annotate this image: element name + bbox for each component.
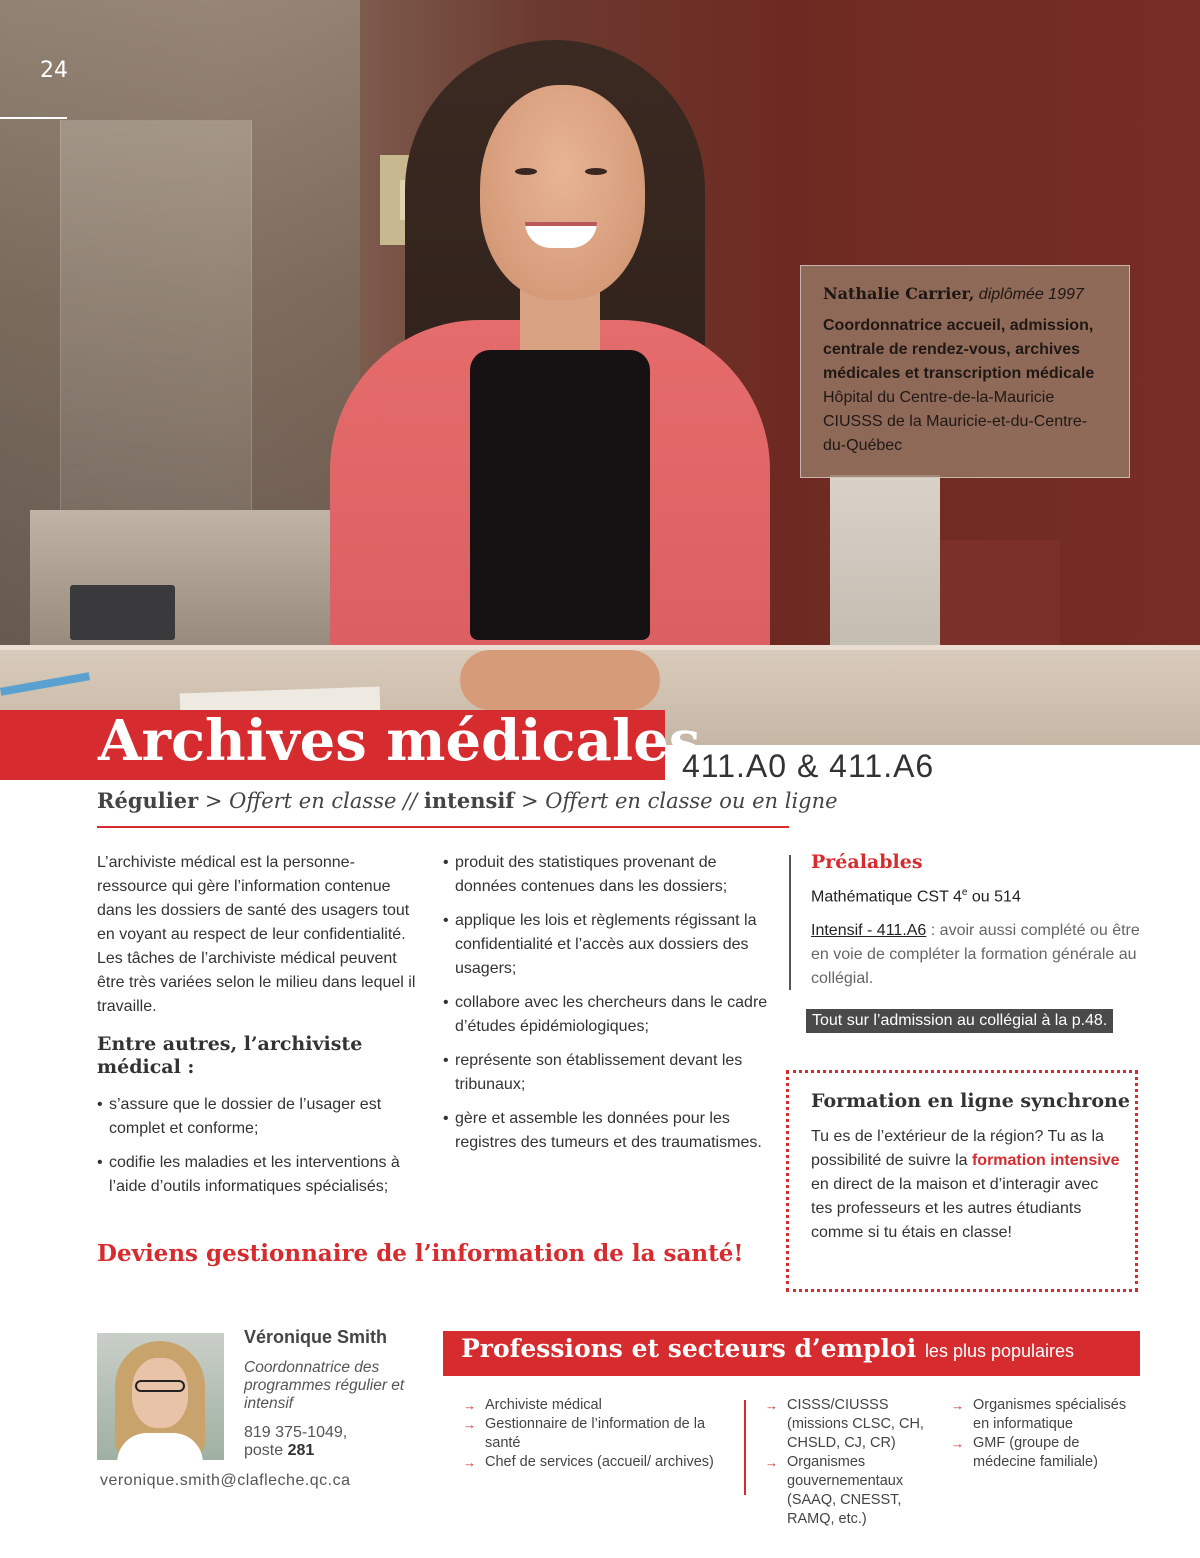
- online-text: [811, 1125, 1121, 1245]
- admission-link[interactable]: Tout sur l’admission au collégial à la p.48.: [806, 1009, 1113, 1033]
- list-item: → Organismes gouvernementaux (SAAQ, CNESST, RAMQ, etc.): [765, 1453, 940, 1529]
- prereq-intensive-text: : avoir aussi complété ou être en voie de compléter la formation générale au collégial.: [811, 922, 1140, 987]
- program-title: Archives médicales: [98, 708, 701, 774]
- tasks-heading: Entre autres, l’archiviste médical :: [97, 1033, 363, 1078]
- photo-caption: [800, 265, 1130, 478]
- subtitle-rule: [97, 826, 789, 828]
- prereq-math-suffix: ou 514: [967, 888, 1021, 906]
- list-item: • produit des statistiques provenant de données contenues dans les dossiers;: [443, 851, 768, 899]
- professions-title: [461, 1334, 1074, 1363]
- page-number: 24: [40, 58, 68, 83]
- online-text-after: en direct de la maison et d’interagir avec tes professeurs et les autres étudiants comme si tu étais en classe!: [811, 1176, 1099, 1241]
- prereq-math: [811, 887, 1021, 906]
- list-item: → Gestionnaire de l’information de la santé: [463, 1415, 733, 1453]
- contact-name: Véronique Smith: [244, 1327, 388, 1347]
- program-modes: [97, 788, 838, 813]
- prereq-rule: [789, 855, 791, 990]
- intensive-label: intensif: [423, 788, 515, 813]
- list-item: • collabore avec les chercheurs dans le cadre d’études épidémiologiques;: [443, 991, 768, 1039]
- regular-mode: > Offert en classe //: [204, 789, 418, 813]
- list-item: → GMF (groupe de médecine familiale): [951, 1434, 1136, 1472]
- list-item: → Archiviste médical: [463, 1396, 733, 1415]
- list-item: • s’assure que le dossier de l’usager est complet et conforme;: [97, 1093, 427, 1141]
- caption-org-1: Hôpital du Centre-de-la-Mauricie: [823, 389, 1055, 406]
- contact-email[interactable]: veronique.smith@clafleche.qc.ca: [100, 1472, 351, 1489]
- call-to-action: Deviens gestionnaire de l’information de la santé!: [97, 1240, 744, 1267]
- intensive-mode: > Offert en classe ou en ligne: [521, 789, 838, 813]
- professions-col-1: [463, 1396, 733, 1472]
- page-number-rule: [0, 117, 67, 119]
- intro-paragraph: L’archiviste médical est la personne-ressource qui gère l’information contenue dans les dossiers de santé des usagers tout en voyant au respect de leur confidentialité. Les tâches de l’archiviste médical peuvent être très variées selon le milieu dans lequel il travaille.: [97, 854, 416, 1015]
- professions-col-3: [951, 1396, 1136, 1472]
- caption-graduation: diplômée 1997: [978, 286, 1084, 303]
- prereq-math-sup: e: [961, 887, 968, 898]
- tasks-list-left: [97, 1093, 427, 1209]
- prereq-intensive: [811, 919, 1141, 991]
- caption-role: Coordonnatrice accueil, admission, centrale de rendez-vous, archives médicales et transcription médicale: [823, 317, 1095, 382]
- professions-separator: [744, 1400, 746, 1495]
- program-codes: 411.A0 & 411.A6: [682, 748, 935, 784]
- caption-org-2: CIUSSS de la Mauricie-et-du-Centre-du-Québec: [823, 413, 1088, 454]
- list-item: → Organismes spécialisés en informatique: [951, 1396, 1136, 1434]
- list-item: → CISSS/CIUSSS (missions CLSC, CH, CHSLD, CJ, CR): [765, 1396, 940, 1453]
- professions-title-text: Professions et secteurs d’emploi: [461, 1334, 917, 1363]
- contact-phone-number: 819 375-1049,: [244, 1424, 348, 1441]
- professions-col-2: [765, 1396, 940, 1529]
- online-highlight: formation intensive: [971, 1152, 1120, 1169]
- prereq-intensive-label: Intensif - 411.A6: [811, 922, 927, 939]
- tasks-list-right: [443, 851, 768, 1165]
- list-item: • codifie les maladies et les interventions à l’aide d’outils informatiques spécialisés;: [97, 1151, 427, 1199]
- list-item: • applique les lois et règlements régissant la confidentialité et l’accès aux dossiers des usagers;: [443, 909, 768, 981]
- online-title: Formation en ligne synchrone: [811, 1090, 1130, 1112]
- prereq-math-text: Mathématique CST 4: [811, 888, 962, 906]
- caption-name: Nathalie Carrier,: [823, 284, 975, 303]
- professions-subtitle: les plus populaires: [924, 1341, 1075, 1361]
- online-text-before: Tu es de l’extérieur de la région? Tu as la possibilité de suivre la: [811, 1128, 1104, 1169]
- contact-ext-label: poste: [244, 1442, 288, 1459]
- list-item: • représente son établissement devant les tribunaux;: [443, 1049, 768, 1097]
- contact-role: Coordonnatrice des programmes régulier et intensif: [244, 1359, 405, 1412]
- contact-phone: [244, 1424, 347, 1460]
- contact-photo: [97, 1333, 224, 1460]
- contact-ext: 281: [287, 1442, 315, 1459]
- list-item: → Chef de services (accueil/ archives): [463, 1453, 733, 1472]
- prereq-title: Préalables: [811, 851, 923, 873]
- regular-label: Régulier: [97, 788, 199, 813]
- list-item: • gère et assemble les données pour les registres des tumeurs et des traumatismes.: [443, 1107, 768, 1155]
